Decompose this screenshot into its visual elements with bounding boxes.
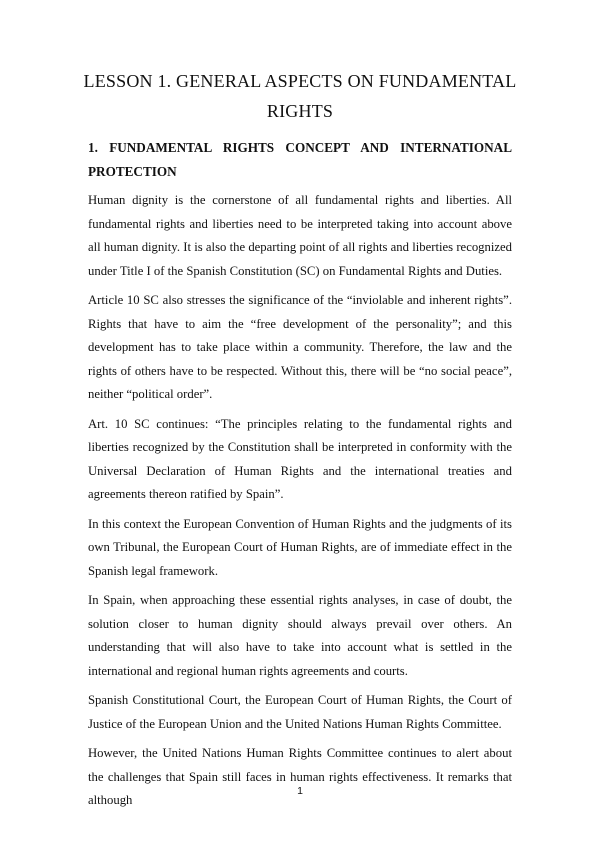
body-paragraph-2: Article 10 SC also stresses the significance of the “inviolable and inherent rights”. Rights that have to aim the “free development of the personality”; and this development has to take place within a community. Therefore, the law and the rights of others have to be respected. Without this, there will be “no social peace”, neither “political order”. (88, 293, 512, 401)
body-paragraph-3: Art. 10 SC continues: “The principles relating to the fundamental rights and liberties recognized by the Constitution shall be interpreted in conformity with the Universal Declaration of Human Rights and the international treaties and agreements thereon ratified by Spain”. (88, 416, 512, 501)
body-paragraph-7: However, the United Nations Human Rights Committee continues to alert about the challenges that Spain still faces in human rights effectiveness. It remarks that although (88, 746, 512, 807)
body-paragraph-6: Spanish Constitutional Court, the European Court of Human Rights, the Court of Justice of the European Union and the United Nations Human Rights Committee. (88, 693, 512, 731)
document-title-line-1: LESSON 1. GENERAL ASPECTS ON FUNDAMENTAL (83, 71, 517, 91)
section-heading: 1. FUNDAMENTAL RIGHTS CONCEPT AND INTERNATIONAL PROTECTION (88, 140, 512, 179)
document-body (88, 136, 512, 819)
body-paragraph-4: In this context the European Convention of Human Rights and the judgments of its own Tribunal, the European Court of Human Rights, are of immediate effect in the Spanish legal framework. (88, 516, 512, 578)
page-number: 1 (297, 785, 303, 797)
body-paragraph-1: Human dignity is the cornerstone of all fundamental rights and liberties. All fundamental rights and liberties need to be interpreted taking into account above all human dignity. It is also the departing point of all rights and liberties recognized under Title I of the Spanish Constitution (SC) on Fundamental Rights and Duties. (88, 193, 512, 278)
document-title-line-2: RIGHTS (266, 101, 334, 121)
body-paragraph-5: In Spain, when approaching these essential rights analyses, in case of doubt, the solution closer to human dignity should always prevail over others. An understanding that will also have to take into account what is settled in the international and regional human rights agreements and courts. (88, 593, 512, 678)
document-title (60, 66, 540, 126)
